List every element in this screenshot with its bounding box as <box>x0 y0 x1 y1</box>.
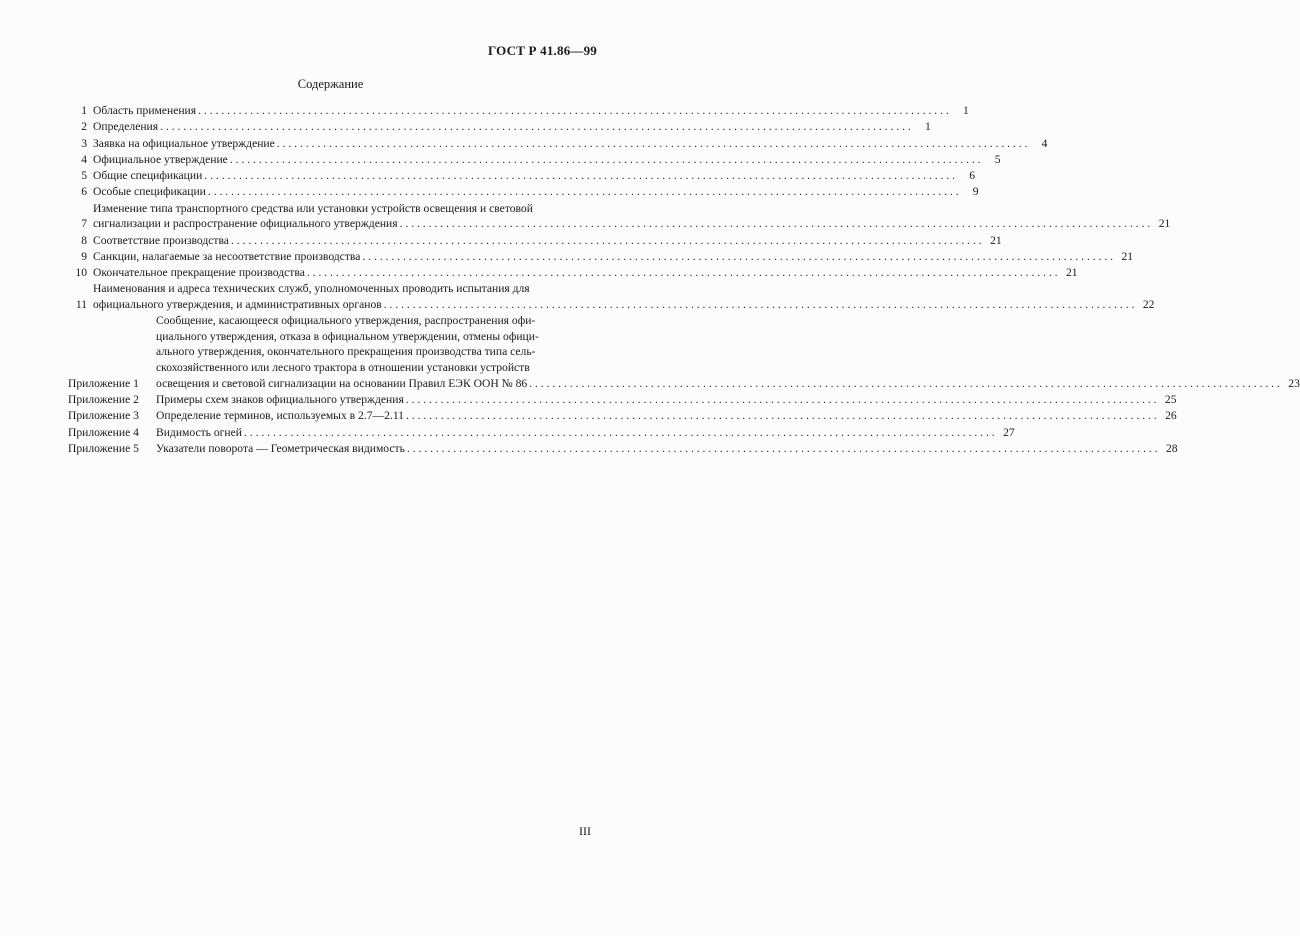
entry-page-number: 6 <box>969 169 975 183</box>
toc-title: Содержание <box>297 77 364 91</box>
entry-title-line: Видимость огней <box>156 425 242 439</box>
section-number: 1 <box>81 104 87 117</box>
dot-leader <box>228 152 981 168</box>
entry-title-line: Определения <box>93 120 159 134</box>
entry-title-line: Соответствие производства <box>93 233 229 247</box>
entry-page-number: 21 <box>1158 217 1171 231</box>
entry-title-line: Указатели поворота — Геометрическая видимость <box>156 441 405 455</box>
entry-page-number: 28 <box>1166 441 1178 455</box>
entry-title-line: Особые спецификации <box>93 185 206 199</box>
entry-title-line: ального утверждения, окончательного прекращения производства типа сель- <box>156 345 536 359</box>
entry-page-number: 23 <box>1288 376 1300 390</box>
entry-page-number: 25 <box>1164 392 1177 406</box>
entry-title-line: Окончательное прекращение производства <box>93 266 305 280</box>
entry-title-line: Примеры схем знаков официального утверждения <box>156 392 404 406</box>
entry-title-line: Изменение типа транспортного средства или установки устройств освещения и световой <box>93 201 533 215</box>
entry-title-line: скохозяйственного или лесного трактора в отношении установки устройств <box>156 361 530 375</box>
document-code: ГОСТ Р 41.86—99 <box>488 43 597 58</box>
dot-leader <box>229 233 982 249</box>
section-number: 5 <box>81 169 87 183</box>
dot-leader <box>305 265 1058 281</box>
dot-leader <box>275 136 1028 152</box>
entry-page-number: 5 <box>994 152 1001 166</box>
dot-leader <box>206 184 959 200</box>
toc-entry-section-7[interactable] <box>68 201 1171 232</box>
section-number: 10 <box>75 266 87 280</box>
entry-page-number: 9 <box>972 185 979 199</box>
dot-leader <box>360 249 1113 265</box>
toc-appendices <box>68 313 1300 456</box>
entry-page-number: 26 <box>1165 409 1177 423</box>
toc-entry-section-3[interactable] <box>68 136 1048 152</box>
section-number: 7 <box>81 217 87 231</box>
dot-leader <box>398 216 1151 232</box>
toc-entry-appendix-4[interactable] <box>68 425 1015 441</box>
entry-title-line: сигнализации и распространение официального утверждения <box>93 217 398 231</box>
toc-entry-section-1[interactable] <box>68 103 969 119</box>
toc-entry-section-6[interactable] <box>68 184 979 200</box>
dot-leader <box>202 168 955 184</box>
toc-sections <box>68 103 1171 313</box>
appendix-label: Приложение 1 <box>68 376 139 390</box>
entry-page-number: 21 <box>1121 249 1134 263</box>
dot-leader <box>382 297 1135 313</box>
entry-title-line: освещения и световой сигнализации на основании Правил ЕЭК ООН № 86 <box>156 376 528 390</box>
section-number: 11 <box>75 298 87 311</box>
entry-page-number: 1 <box>963 104 969 117</box>
toc-entry-appendix-5[interactable] <box>68 441 1178 457</box>
dot-leader <box>158 119 911 135</box>
section-number: 3 <box>81 136 87 150</box>
appendix-label: Приложение 2 <box>68 392 139 406</box>
entry-title-line: Заявка на официальное утверждение <box>93 136 275 150</box>
section-number: 9 <box>81 249 87 263</box>
entry-page-number: 21 <box>990 233 1002 247</box>
entry-title-line: Сообщение, касающееся официального утверждения, распространения офи- <box>156 314 536 328</box>
entry-title-line: официального утверждения, и административных органов <box>93 298 382 311</box>
section-number: 4 <box>81 152 87 166</box>
entry-page-number: 21 <box>1065 266 1078 280</box>
dot-leader <box>196 103 949 119</box>
toc-entry-section-5[interactable] <box>68 168 975 184</box>
toc-entry-section-11[interactable] <box>68 281 1155 312</box>
entry-page-number: 22 <box>1142 298 1155 311</box>
toc-entry-section-2[interactable] <box>68 119 931 135</box>
toc-entry-section-9[interactable] <box>68 249 1134 265</box>
dot-leader <box>242 425 995 441</box>
toc-entry-appendix-1[interactable] <box>68 313 1300 391</box>
toc-entry-section-10[interactable] <box>68 265 1078 281</box>
section-number: 8 <box>81 233 87 247</box>
dot-leader <box>405 441 1158 457</box>
entry-title-line: Официальное утверждение <box>93 152 228 166</box>
entry-title-line: Наименования и адреса технических служб, уполномоченных проводить испытания для <box>93 282 530 296</box>
entry-title-line: Область применения <box>93 104 197 117</box>
appendix-label: Приложение 3 <box>68 409 139 423</box>
appendix-label: Приложение 4 <box>68 425 139 439</box>
dot-leader <box>527 376 1280 392</box>
dot-leader <box>404 408 1157 424</box>
entry-title-line: Общие спецификации <box>93 169 203 183</box>
entry-title-line: Определение терминов, используемых в 2.7—2.11 <box>156 409 404 423</box>
section-number: 2 <box>81 120 87 134</box>
entry-page-number: 1 <box>925 120 931 134</box>
toc-entry-section-8[interactable] <box>68 233 1002 249</box>
dot-leader <box>404 392 1157 408</box>
entry-title-line: Санкции, налагаемые за несоответствие производства <box>93 249 361 263</box>
table-of-contents <box>68 103 1300 457</box>
toc-entry-appendix-2[interactable] <box>68 392 1177 408</box>
entry-title-line: циального утверждения, отказа в официальном утверждении, отмены офици- <box>156 329 539 343</box>
entry-page-number: 27 <box>1003 425 1015 439</box>
page-number: III <box>579 824 591 838</box>
appendix-label: Приложение 5 <box>68 441 139 455</box>
section-number: 6 <box>81 185 87 199</box>
toc-entry-appendix-3[interactable] <box>68 408 1177 424</box>
entry-page-number: 4 <box>1041 136 1048 150</box>
toc-entry-section-4[interactable] <box>68 152 1001 168</box>
